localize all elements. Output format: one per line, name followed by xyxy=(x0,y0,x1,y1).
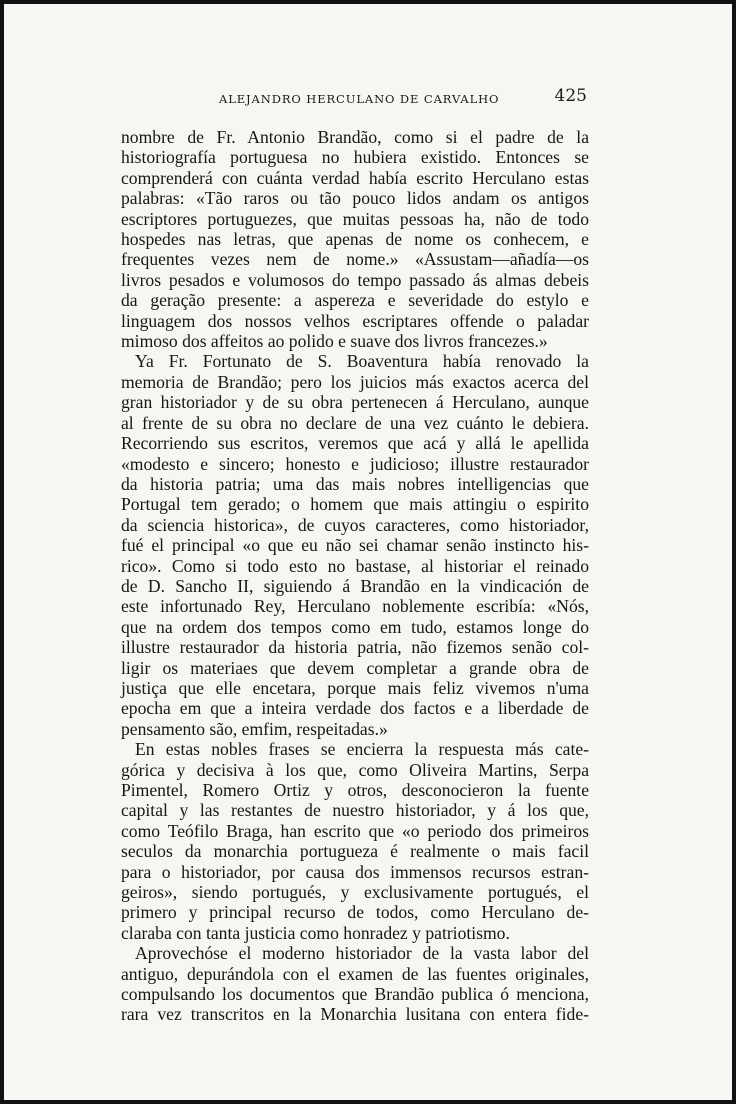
text-line: pensamento são, emfim, respeitadas.» xyxy=(121,718,388,739)
running-head-title: ALEJANDRO HERCULANO DE CARVALHO xyxy=(219,92,500,106)
text-line: linguagem dos nossos velhos escriptares offende o paladar xyxy=(121,310,589,331)
text-line: ligir os materiaes que devem completar a grande obra de xyxy=(121,657,589,678)
text-line: da sciencia historica», de cuyos caracteres, como historiador, xyxy=(121,514,589,535)
text-line: geiros», siendo portugués, y exclusivamente portugués, el xyxy=(121,882,589,903)
text-line: Recorriendo sus escritos, veremos que acá y allá le apellida xyxy=(121,433,589,454)
text-line: claraba con tanta justicia como honradez y patriotismo. xyxy=(121,922,510,943)
text-line: seculos da monarchia portugueza é realmente o mais facil xyxy=(121,841,589,862)
text-line: fué el principal «o que eu não sei chamar senão instincto his- xyxy=(121,535,589,556)
body-text xyxy=(121,127,589,1025)
text-line: nombre de Fr. Antonio Brandão, como si el padre de la xyxy=(121,127,589,147)
text-line: para o historiador, por causa dos immensos recursos estran- xyxy=(121,861,589,882)
text-line: hospedes nas letras, que apenas de nome os conhecem, e xyxy=(121,229,589,250)
text-line: mimoso dos affeitos ao polido e suave dos livros francezes.» xyxy=(121,331,548,352)
text-line: illustre restaurador da historia patria, não fizemos senão col- xyxy=(121,637,589,658)
text-line: comprenderá con cuánta verdad había escrito Herculano estas xyxy=(121,167,589,188)
text-line: rara vez transcritos en la Monarchia lusitana con entera fide- xyxy=(121,1004,589,1025)
text-line: historiografía portuguesa no hubiera existido. Entonces se xyxy=(121,147,589,168)
page-number: 425 xyxy=(554,86,587,106)
text-line: frequentes vezes nem de nome.» «Assustam—añadía—os xyxy=(121,249,589,270)
text-line: gran historiador y de su obra pertenecen á Herculano, aunque xyxy=(121,392,589,413)
text-line: memoria de Brandão; pero los juicios más exactos acerca del xyxy=(121,371,589,392)
text-line: da geração presente: a aspereza e severidade do estylo e xyxy=(121,290,589,311)
text-line: Portugal tem gerado; o homem que mais attingiu o espirito xyxy=(121,494,589,515)
text-line: escriptores portuguezes, que muitas pessoas ha, não de todo xyxy=(121,208,589,229)
text-line: górica y decisiva à los que, como Oliveira Martins, Serpa xyxy=(121,759,589,780)
text-line: de D. Sancho II, siguiendo á Brandão en la vindicación de xyxy=(121,575,589,596)
text-line: al frente de su obra no declare de una vez cuánto le debiera. xyxy=(121,412,589,433)
text-line: En estas nobles frases se encierra la respuesta más cate- xyxy=(135,739,589,760)
text-line: este infortunado Rey, Herculano noblemente escribía: «Nós, xyxy=(121,596,589,617)
text-line: da historia patria; uma das mais nobres intelligencias que xyxy=(121,473,589,494)
text-line: epocha em que a inteira verdade dos factos e a liberdade de xyxy=(121,698,589,719)
text-line: «modesto e sincero; honesto e judicioso; illustre restaurador xyxy=(121,453,589,474)
text-line: que na ordem dos tempos como em tudo, estamos longe do xyxy=(121,616,589,637)
text-line: primero y principal recurso de todos, como Herculano de- xyxy=(121,902,589,923)
running-head xyxy=(121,86,589,114)
text-line: livros pesados e volumosos do tempo passado ás almas debeis xyxy=(121,269,589,290)
text-line: antiguo, depurándola con el examen de las fuentes originales, xyxy=(121,963,589,984)
text-line: como Teófilo Braga, han escrito que «o periodo dos primeiros xyxy=(121,820,589,841)
text-line: compulsando los documentos que Brandão publica ó menciona, xyxy=(121,984,589,1005)
text-line: capital y las restantes de nuestro historiador, y á los que, xyxy=(121,800,589,821)
text-line: Aprovechóse el moderno historiador de la vasta labor del xyxy=(135,943,589,964)
text-line: palabras: «Tão raros ou tão pouco lidos andam os antigos xyxy=(121,188,589,209)
text-line: rico». Como si todo esto no bastase, al historiar el reinado xyxy=(121,555,589,576)
text-line: Ya Fr. Fortunato de S. Boaventura había renovado la xyxy=(135,351,589,372)
text-line: justiça que elle encetara, porque mais feliz vivemos n'uma xyxy=(121,677,589,698)
text-line: Pimentel, Romero Ortiz y otros, desconocieron la fuente xyxy=(121,780,589,800)
